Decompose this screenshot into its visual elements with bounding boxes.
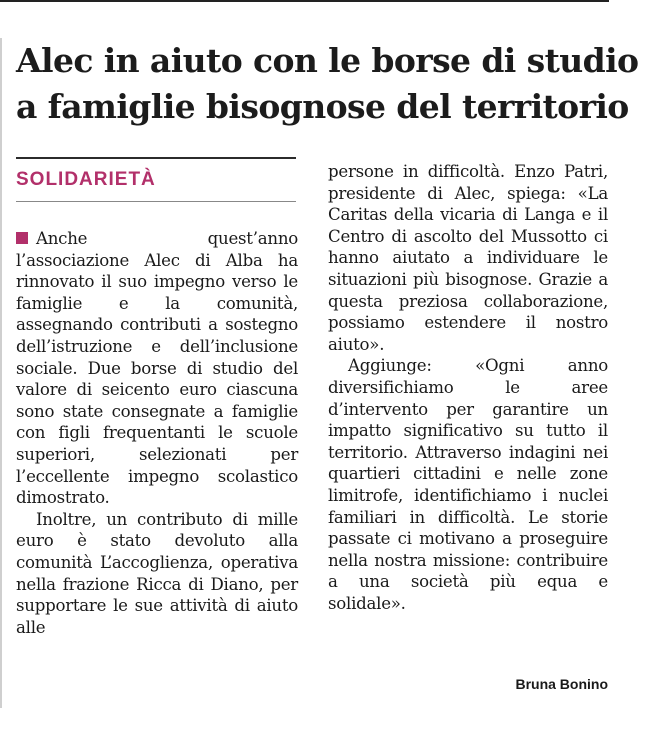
column2-paragraph-2: Aggiunge: «Ogni anno diversifichiamo le aree d’intervento per garantire un impatto significativo su tutto il territorio. Attraverso indagini nei quartieri cittadini e nelle zone limitrofe, identifichiamo i nuclei familiari in difficoltà. Le storie passate ci motivano a proseguire nella nostra missione: contribuire a una società più equa e solidale». [328, 356, 608, 613]
headline-line-2: a famiglie bisognose del territorio [16, 87, 629, 126]
paragraph-start-marker-icon [16, 232, 28, 244]
section-header [16, 157, 296, 202]
headline-line-1: Alec in aiuto con le borse di studio [16, 41, 639, 80]
top-rule [0, 0, 609, 2]
left-margin-rule [0, 38, 2, 708]
article-headline [16, 38, 639, 130]
author-byline: Bruna Bonino [515, 676, 608, 692]
article-column-2 [328, 161, 608, 614]
column1-paragraph-1-text: Anche quest’anno l’associazione Alec di Alba ha rinnovato il suo impegno verso le famiglie e la comunità, assegnando contributi a sostegno dell’istruzione e dell’inclusione sociale. Due borse di studio del valore di seicento euro ciascuna sono state consegnate a famiglie con figli frequentanti le scuole superiori, selezionati per l’eccellente impegno scolastico dimostrato. [16, 229, 298, 508]
section-label: SOLIDARIETÀ [16, 169, 156, 190]
section-rule-top [16, 157, 296, 159]
column1-paragraph-2: Inoltre, un contributo di mille euro è stato devoluto alla comunità L’accoglienza, operativa nella frazione Ricca di Diano, per supportare le sue attività di aiuto alle [16, 509, 298, 637]
article-column-1 [16, 228, 298, 638]
column2-paragraph-1: persone in difficoltà. Enzo Patri, presidente di Alec, spiega: «La Caritas della vicaria di Langa e il Centro di ascolto del Mussotto ci hanno aiutato a individuare le situazioni più bisognose. Grazie a questa preziosa collaborazione, possiamo estendere il nostro aiuto». [328, 162, 608, 354]
column1-paragraph-1 [16, 228, 298, 509]
section-rule-bottom [16, 201, 296, 202]
